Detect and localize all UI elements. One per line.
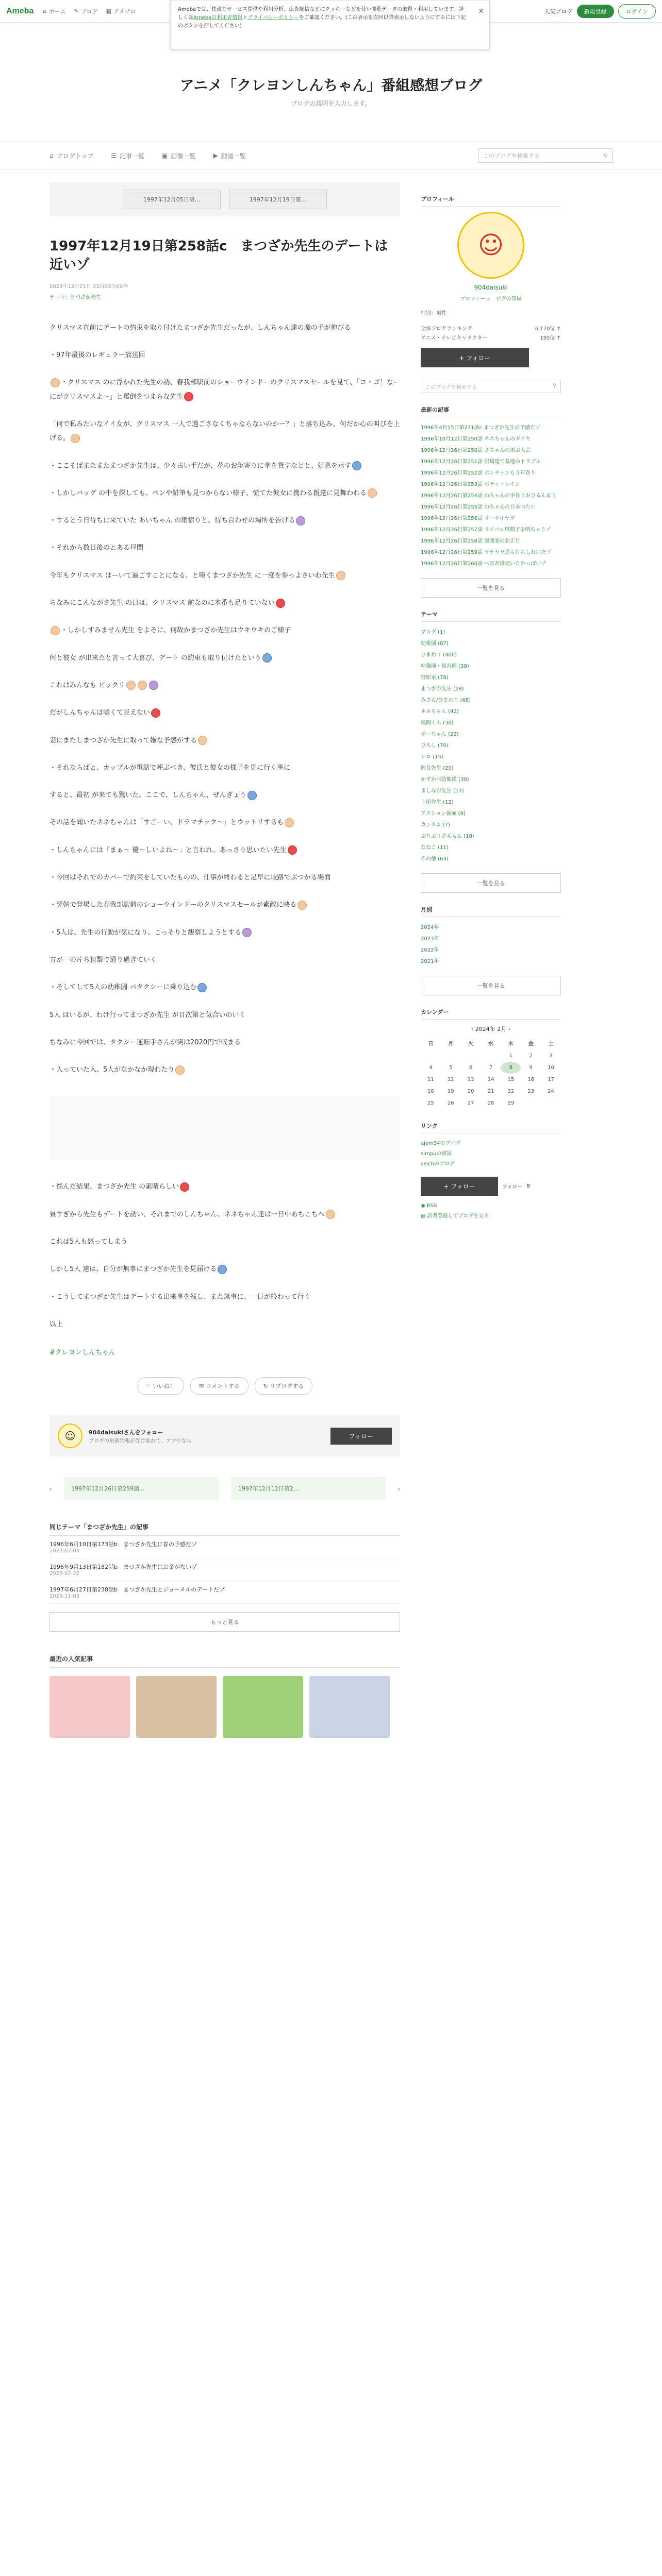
calendar: 日 月 火 水 木 金 土 1 2 3 4 5 6 7 8 9 10 11 12 13 14 15 16 17 18 19 20 21 22 23 24 25 26 27 28 29	[427, 1041, 554, 1106]
recent-more-button[interactable]: 一覧を見る	[421, 578, 561, 598]
ad-slot	[49, 1097, 400, 1159]
emoji-icon	[285, 818, 294, 827]
emoji-icon	[180, 1182, 189, 1192]
archive-more-button[interactable]: 一覧を見る	[421, 976, 561, 995]
theme-item[interactable]: 風間くん (30)	[421, 720, 454, 726]
paragraph: ・しんちゃんには「まぁ〜 優〜しいよね〜」と言われ、あっさり思いたい先生	[49, 843, 400, 857]
article-pager-top	[49, 182, 400, 216]
emoji-icon	[126, 681, 136, 690]
follow-name: 904daisukiさんをフォロー	[89, 1429, 163, 1436]
blog-title[interactable]: アニメ「クレヨンしんちゃん」番組感想ブログ	[179, 77, 483, 94]
article-date: 2023年12月21日 21時03分00秒	[49, 283, 128, 290]
sidebar-follow-button[interactable]: + フォロー	[421, 348, 529, 367]
paragraph: 妻にまたしまつざか先生に取って嫌な予感がする	[49, 734, 400, 748]
gnav-home[interactable]: ⌂ ホーム	[43, 8, 66, 15]
paragraph: これは5人も怒ってしまう	[49, 1238, 128, 1246]
blog-description: ブログの説明を入力します。	[291, 100, 371, 107]
paragraph: 「何で私みたいなイイ女が、クリスマス 一人で過ごさなくちゃならないのかー？」と落ち込み、何だか心の叫びを上げる。	[49, 420, 400, 443]
thumbnail[interactable]	[49, 1676, 130, 1738]
follow-box	[49, 1415, 400, 1456]
theme-item[interactable]: シロ (15)	[421, 754, 443, 760]
paragraph: クリスマス直前にデートの約束を取り付けたまつざか先生だったが、しんちゃん達の魔の手が伸びる	[49, 324, 351, 332]
theme-item[interactable]: みさえ/ひまわり (68)	[421, 698, 471, 703]
paragraph: ・するとう日待ちに来ていた あいちゃん の雨宿りと、待ち合わせの場所を告げる	[49, 514, 400, 528]
paragraph: これはみんなも ビックリ	[49, 679, 400, 692]
emoji-icon	[276, 599, 285, 608]
reader-link[interactable]: ▤ 読者登録してブログを見る	[421, 1213, 489, 1219]
archive-item[interactable]: 2024年	[421, 925, 439, 930]
hashtag-link[interactable]: #クレヨンしんちゃん	[49, 1349, 115, 1357]
profile-name[interactable]: 904daisuki	[474, 284, 508, 291]
recent-item[interactable]: 1996年12月26日第260話 へびが掛切いたかっぱいゾ	[421, 561, 547, 567]
nav-video-list[interactable]: ▶ 動画一覧	[213, 152, 246, 160]
theme-item[interactable]: ボーちゃん (22)	[421, 732, 459, 737]
recent-item[interactable]: 1996年12月26日第254話 ねちゃんの手作りおひるんまり	[421, 493, 557, 499]
follower-count: 8	[526, 1183, 530, 1189]
rss-links	[421, 1201, 561, 1222]
prev-article-button[interactable]: 1997年12月05日第...	[123, 190, 221, 209]
home-icon: ⌂	[43, 8, 47, 14]
profile-heading: プロフィール	[421, 195, 561, 207]
popular-thumbs	[49, 1676, 400, 1738]
sidebar-search-input[interactable]: このブログを検索する ⚲	[421, 380, 561, 393]
paragraph: ・それならばと、カップルが電話で呼ぶべき、彼氏と彼女の様子を見に行く事に	[49, 764, 290, 772]
signup-button[interactable]: 新規登録	[577, 5, 614, 18]
rss-icon: ◉	[421, 1203, 427, 1209]
paragraph: 何と彼女 が出来たと言って大喜び、デート の約束も取り付けたという	[49, 651, 400, 665]
paragraph: ・97年最後のレギュラー放送回	[49, 351, 145, 360]
sidebar-follow-button-2[interactable]: + フォロー	[421, 1177, 498, 1196]
emoji-icon	[149, 681, 158, 690]
emoji-icon	[336, 571, 345, 580]
theme-item[interactable]: カンタム (7)	[421, 822, 450, 828]
follower-label: フォロー	[502, 1184, 523, 1190]
paragraph: ・クリスマス のに浮かれた先生の誘、春我部駅前のショーウインドーのクリスマスセールを見て、「コ・ゴ！なーにがクリスマスよ〜」と罵倒をつまらな先生	[49, 379, 400, 401]
heart-icon: ♡	[145, 1383, 153, 1390]
rss-link[interactable]: ◉ RSS	[421, 1203, 437, 1209]
list-item[interactable]: 1997年6月27日第238話b まつざか先生とジョーメルのデートだゾ 2023-11-03	[49, 1581, 400, 1604]
sidebar	[421, 182, 561, 1738]
emoji-icon	[297, 901, 307, 910]
paragraph: だがしんちゃんは嘘くて見えない	[49, 706, 400, 720]
list-item[interactable]: 1996年9月13日第182話b まつざか先生はお金がないゾ 2023-07-22	[49, 1558, 400, 1581]
paragraph: 5人 はいるが、わけ行ってまつざか先生 が目次第と気合いのいく	[49, 1011, 246, 1019]
rank-row[interactable]: 全体ブログランキング 6,170位 ↑	[421, 326, 561, 332]
privacy-link[interactable]: プライバシーポリシー	[247, 15, 299, 21]
blog-icon: ✎	[74, 8, 79, 14]
article-actions	[49, 1377, 400, 1395]
emoji-icon	[368, 488, 377, 498]
book-icon: ▤	[421, 1213, 427, 1219]
chevron-left-icon[interactable]: ‹	[49, 1485, 52, 1492]
follow-desc: ブログの更新情報が受け取れて、アプリなら	[89, 1438, 192, 1444]
nav-image-list[interactable]: ▣ 画像一覧	[162, 152, 196, 160]
theme-item[interactable]: ひまわり (400)	[421, 652, 457, 658]
emoji-icon	[247, 791, 257, 800]
comment-button[interactable]: ✉ コメントする	[190, 1377, 248, 1395]
link-item[interactable]: ajom34のブログ	[421, 1141, 461, 1146]
paragraph: ・5人は、先生の行動が気になり、こっそりと観察しようとする	[49, 926, 400, 940]
gnav-blog[interactable]: ✎ ブログ	[74, 8, 98, 15]
paragraph: ちなみに今回では、タクシー運転手さんが実は2020円で収まる	[49, 1038, 241, 1046]
theme-item[interactable]: ブログ (1)	[421, 630, 445, 635]
theme-item[interactable]: ぶりぶりざえもん (10)	[421, 834, 474, 839]
calendar-month: ‹ 2024年 2月 ›	[471, 1026, 511, 1032]
theme-item[interactable]: ネネちゃん (42)	[421, 709, 459, 715]
video-icon: ▶	[213, 152, 218, 159]
paragraph: ・そしてして5人の幼稚園 パタクシーに乗り込む	[49, 980, 400, 994]
rank-row[interactable]: アニメ・テレビキャラクター 195位 ↑	[421, 335, 561, 341]
popular-title: 最近の人気記事	[49, 1654, 400, 1668]
ameba-logo[interactable]: Ameba	[6, 6, 34, 15]
chevron-right-icon[interactable]: ›	[506, 1026, 511, 1032]
paragraph: その話を聞いたネネちゃんは「すごーい、ドラマチック〜」とウットリするも	[49, 816, 400, 829]
top-bar	[0, 0, 662, 29]
recent-item[interactable]: 1996年12月26日第252話 ポンチャンもう年寄り	[421, 470, 536, 476]
grid-icon: ▦	[106, 8, 111, 14]
user-info-link[interactable]: Amebaの利用者情報	[193, 15, 243, 21]
related-title: 同じテーマ「まつざか先生」の記事	[49, 1522, 400, 1536]
prev-next-nav	[49, 1477, 400, 1500]
paragraph: すると、最初 が来ても驚いた。ここで、しんちゃん、ぜんぎょう	[49, 788, 400, 802]
theme-item[interactable]: よしなが先生 (17)	[421, 788, 464, 794]
paragraph: ・しかしすみません先生 をよそに、何故かまつざか先生はウキウキのご様子	[49, 623, 400, 637]
paragraph: ・ここそばまたまたまつざか先生は、少々古い手だが、花のお年寄りに傘を貸すなどと、好意を示す	[49, 459, 400, 473]
article-ending: 以上	[49, 1320, 63, 1328]
popular-blogs-link[interactable]: 人気ブログ	[544, 8, 573, 15]
follow-button[interactable]: フォロー	[330, 1428, 392, 1445]
emoji-icon	[71, 434, 80, 443]
content-wrap	[0, 182, 662, 1738]
recent-item[interactable]: 1996年12月26日第259話 ラテララ道もけんしれいだゾ	[421, 550, 552, 555]
main-column	[49, 182, 400, 1738]
emoji-icon	[198, 736, 207, 745]
paragraph: ・入っていた入、5人がなかなか現れたり	[49, 1063, 400, 1077]
recent-item[interactable]: 1996年12月26日第255話 ねちゃんの日本つたい	[421, 504, 536, 510]
archive-item[interactable]: 2021年	[421, 959, 439, 964]
nav-article-list[interactable]: ☰ 記事一覧	[111, 152, 145, 160]
paragraph: 昼すぎから先生もデートを誘い、それまでのしんちゃん、ネネちゃん達は一日中あちこちへ	[49, 1208, 400, 1222]
paragraph: ちなみにこんながさ先生 の日は、クリスマス 前なのに本番も足りていない	[49, 596, 400, 610]
theme-item[interactable]: 園長先生 (20)	[421, 766, 454, 771]
theme-item[interactable]: ななこ (11)	[421, 845, 449, 851]
theme-item[interactable]: その他 (64)	[421, 856, 449, 862]
home-icon: ⌂	[49, 152, 54, 159]
paragraph: 今年もクリスマス はーいて過ごすことになる、と嘆くまつざか先生 に一度を参っよさいわ先生	[49, 569, 400, 583]
cookie-notice: Amebaでは、快適なサービス提供や利用分析、広告配信などにクッキーなどを使い閲覧データの取得・利用しています。詳しくはAmebaの利用者情報とプライバシーポリシーをご確認ください。(この表示を次回以降表示しないようにするには下記のボタンを押してください) ✕	[170, 0, 490, 49]
emoji-icon	[352, 461, 361, 470]
image-icon: ▣	[162, 152, 168, 159]
profile-gender: 性別：男性	[421, 311, 446, 316]
recent-item[interactable]: 1996年12月26日第251話 岩崎建て基地のトラブル	[421, 459, 541, 465]
recent-item[interactable]: 1996年12月26日第258話 風間家のお正月	[421, 538, 521, 544]
top-right-actions	[544, 4, 656, 19]
link-item[interactable]: seichのブログ	[421, 1161, 455, 1167]
reblog-button[interactable]: ↻ リブログする	[255, 1377, 313, 1395]
search-icon[interactable]: ⚲	[603, 152, 608, 159]
article-title[interactable]: 1997年12月19日第258話c まつざか先生のデートは近いゾ	[49, 239, 388, 273]
reblog-icon: ↻	[263, 1383, 270, 1390]
emoji-icon	[288, 845, 297, 855]
recent-item[interactable]: 1996年4月15日第271話c まつざか先生の予感だゾ	[421, 425, 541, 431]
paragraph: ・今回はそれでのカバーで約束をしていたものの、仕事が終わると足早に岐路でぶつかる場面	[49, 874, 331, 882]
emoji-icon	[51, 626, 60, 635]
prev-article-link[interactable]: 1997年12月26日第259話...	[64, 1477, 219, 1500]
calendar-heading: カレンダー	[421, 1008, 561, 1020]
paragraph: 方が一の片ち狙撃で通り過ぎていく	[49, 956, 157, 964]
emoji-icon	[184, 392, 193, 401]
link-item[interactable]: simpuの部屋	[421, 1151, 452, 1157]
list-icon: ☰	[111, 152, 117, 159]
archive-heading: 月別	[421, 905, 561, 917]
theme-item[interactable]: アクション仮面 (9)	[421, 811, 466, 817]
theme-item[interactable]: 上尾先生 (12)	[421, 800, 454, 805]
follower-row	[421, 1177, 561, 1196]
emoji-icon	[197, 983, 207, 992]
profile-links[interactable]: プロフィール ピグの部屋	[460, 296, 522, 302]
theme-item[interactable]: 幼稚園 (87)	[421, 641, 449, 647]
blog-nav	[0, 141, 662, 170]
theme-item[interactable]: 幼稚園・保育園 (38)	[421, 664, 469, 669]
theme-item[interactable]: まつざか先生 (28)	[421, 686, 464, 692]
theme-item[interactable]: かすかべ防衛隊 (38)	[421, 777, 469, 783]
thumbnail[interactable]	[309, 1676, 390, 1738]
theme-item[interactable]: ひろし (70)	[421, 743, 449, 749]
recent-item[interactable]: 1996年12月26日第253話 ポチャ・レイン	[421, 482, 520, 487]
recent-item[interactable]: 1996年12月26日第250話 さちゃんの弟ぶ大会	[421, 448, 531, 453]
gnav-ameblo[interactable]: ▦ アメブロ	[106, 8, 136, 15]
thumbnail[interactable]	[223, 1676, 303, 1738]
chevron-left-icon[interactable]: ‹	[471, 1026, 475, 1032]
next-article-button[interactable]: 1997年12月19日第...	[229, 190, 327, 209]
blog-search-input[interactable]: このブログを検索する ⚲	[478, 148, 613, 163]
paragraph: ・こうしてまつざか先生はデートする出来事を残し、また無事に、一日が終わって行く	[49, 1293, 311, 1301]
follow-text	[89, 1428, 191, 1444]
article-theme[interactable]: テーマ：まつざか先生	[49, 294, 101, 300]
emoji-icon	[262, 653, 272, 663]
emoji-icon	[296, 516, 305, 526]
theme-heading: テーマ	[421, 610, 561, 622]
archive-item[interactable]: 2023年	[421, 936, 439, 942]
avatar[interactable]: ☺	[457, 212, 524, 279]
close-icon[interactable]: ✕	[478, 7, 484, 15]
links-list	[421, 1139, 561, 1170]
list-item[interactable]: 1996年6月10日第173話b まつざか先生に春の予感だゾ 2023-07-04	[49, 1536, 400, 1558]
emoji-icon	[242, 928, 252, 937]
emoji-icon	[175, 1065, 185, 1075]
like-button[interactable]: ♡ いいね！	[137, 1377, 184, 1395]
recent-item[interactable]: 1996年12月26日第257話 ライバル風間子を明ちゃうゾ	[421, 527, 551, 533]
emoji-icon	[138, 681, 147, 690]
recent-heading: 最新の記事	[421, 405, 561, 417]
paragraph: ・翌朝で登場した春我部駅前のショーウインドーのクリスマスセールが素敵に映る	[49, 898, 400, 912]
emoji-icon	[51, 378, 60, 387]
theme-item[interactable]: 野原家 (78)	[421, 675, 449, 681]
chevron-right-icon[interactable]: ›	[398, 1485, 400, 1492]
emoji-icon	[151, 708, 160, 718]
links-heading: リンク	[421, 1122, 561, 1133]
thumbnail[interactable]	[136, 1676, 217, 1738]
recent-item[interactable]: 1996年10月12日第250話 ネネちゃんのダイヤ	[421, 436, 531, 442]
global-nav	[43, 7, 136, 15]
next-article-link[interactable]: 1997年12月12日第2...	[231, 1477, 386, 1500]
login-button[interactable]: ログイン	[618, 4, 656, 19]
archive-item[interactable]: 2022年	[421, 947, 439, 953]
article-body-cont	[49, 1180, 400, 1331]
article-body	[49, 321, 400, 1077]
theme-more-button[interactable]: 一覧を見る	[421, 873, 561, 893]
paragraph: ・それから数日後のとある昼間	[49, 544, 144, 552]
emoji-icon	[218, 1265, 227, 1274]
recent-item[interactable]: 1996年12月26日第256話 オーライヤダ	[421, 516, 515, 521]
emoji-icon	[326, 1210, 335, 1219]
paragraph: ・しかしバッグ の中を探しても、ペンや鉛筆も見つからない様子、慌てた彼女に携わる親達に見舞われる	[49, 486, 400, 500]
paragraph: しかし5人 達は、自分が無事にまつざか先生を見届ける	[49, 1262, 400, 1276]
calendar-today[interactable]: 8	[501, 1062, 521, 1074]
paragraph: ・悩んだ結果、まつざか先生 の素晴らしい	[49, 1180, 400, 1194]
nav-blog-top[interactable]: ⌂ ブログトップ	[49, 152, 94, 160]
search-icon[interactable]: ⚲	[552, 383, 556, 388]
comment-icon: ✉	[199, 1383, 206, 1390]
avatar[interactable]: ☺	[58, 1423, 82, 1448]
related-more-button[interactable]: もっと見る	[49, 1612, 400, 1632]
